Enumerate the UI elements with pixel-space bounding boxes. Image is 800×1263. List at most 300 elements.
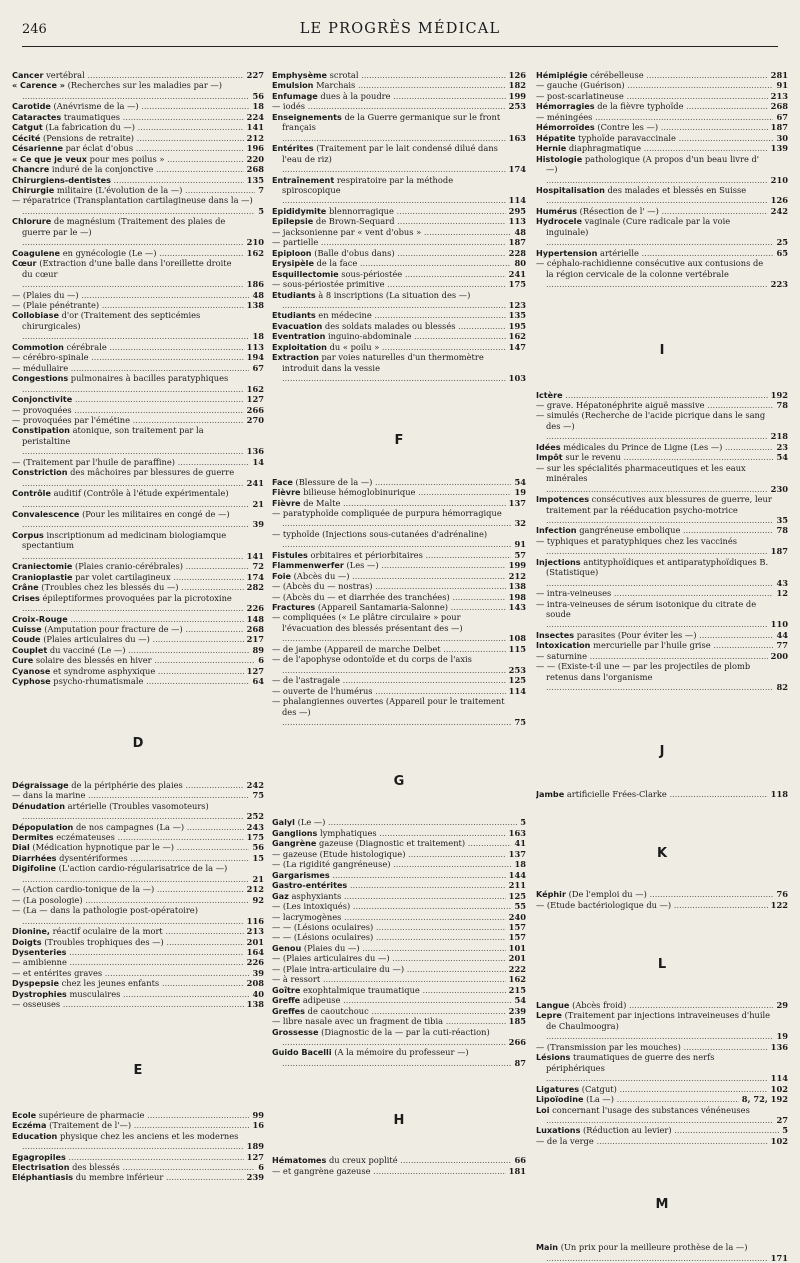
- index-entry: [12, 853, 264, 863]
- index-entry: [536, 1242, 788, 1263]
- entry-text: [272, 550, 511, 560]
- entry-page: 215: [508, 984, 526, 995]
- entry-text: [12, 70, 244, 80]
- entry-text: [12, 895, 249, 905]
- entry-headword: Chancre: [12, 164, 50, 175]
- entry-subject: — post-scarlatineuse: [536, 90, 624, 101]
- index-entry: [272, 912, 526, 922]
- index-entry: [272, 571, 526, 581]
- index-entry: [12, 258, 264, 289]
- entry-subject: chez les jeunes enfants: [61, 978, 160, 989]
- entry-text: [12, 780, 244, 790]
- entry-subject: pathologique (A propos d'un beau livre d' —): [546, 153, 760, 175]
- entry-subject: — provoquées: [12, 404, 72, 415]
- index-entry: [12, 926, 264, 936]
- entry-text: [536, 206, 768, 216]
- entry-page: 126: [508, 70, 526, 80]
- index-entry: [12, 363, 264, 373]
- index-entry: [536, 1000, 788, 1010]
- entry-page: 268: [770, 101, 788, 112]
- entry-subject: en gynécologie (Le —): [62, 247, 157, 258]
- entry-text: [272, 80, 506, 90]
- entry-subject: — typhoïde (Injections sous-cutanées d'adrénaline): [272, 528, 488, 539]
- entry-text: [12, 790, 249, 800]
- entry-headword: Cataractes: [12, 111, 62, 122]
- index-entry: [536, 154, 788, 185]
- entry-headword: Entérites: [272, 143, 314, 154]
- index-entry: [536, 525, 788, 535]
- entry-page: 21: [252, 498, 264, 509]
- index-entry: [272, 258, 526, 268]
- entry-page: 198: [508, 591, 526, 602]
- entry-page: 252: [246, 811, 264, 822]
- index-entry: [12, 1120, 264, 1130]
- index-entry: [272, 331, 526, 341]
- entry-headword: Gaz: [272, 890, 289, 901]
- entry-text: [536, 1084, 768, 1094]
- section-letter: L: [657, 957, 667, 973]
- entry-page: 27: [776, 1115, 788, 1125]
- index-entry: [12, 1131, 264, 1152]
- entry-text: [12, 258, 244, 289]
- index-entry: [272, 80, 526, 90]
- entry-text: [536, 154, 768, 185]
- entry-headword: Goître: [272, 984, 301, 995]
- entry-page: 65: [776, 247, 788, 258]
- entry-text: [536, 630, 773, 640]
- entry-page: 6: [258, 1161, 264, 1172]
- entry-page: 181: [508, 1165, 526, 1176]
- entry-page: 91: [776, 80, 788, 91]
- index-column-3: [536, 70, 788, 1263]
- entry-subject: — intra-veineuses: [536, 588, 612, 599]
- index-entry: [12, 290, 264, 300]
- entry-headword: Hémorragies: [536, 101, 595, 112]
- entry-text: [272, 91, 506, 101]
- entry-text: [536, 900, 768, 910]
- index-entry: [272, 964, 526, 974]
- index-entry: [272, 880, 526, 890]
- entry-subject: inguino-abdominale: [328, 331, 412, 342]
- entry-page: 242: [246, 779, 264, 790]
- entry-page: 201: [508, 953, 526, 964]
- entry-text: [536, 410, 768, 441]
- entry-text: [272, 1166, 506, 1176]
- entry-page: 253: [508, 101, 526, 112]
- entry-subject: (La —): [586, 1094, 614, 1105]
- entry-subject: de la face: [316, 258, 358, 269]
- entry-text: [272, 290, 506, 311]
- index-entry: [12, 310, 264, 341]
- index-entry: [12, 70, 264, 80]
- index-entry: [272, 870, 526, 880]
- entry-headword: Egagropiles: [12, 1151, 66, 1162]
- entry-headword: Extraction: [272, 352, 319, 363]
- entry-headword: Contrôle: [12, 488, 51, 499]
- entry-subject: (Balle d'obus dans): [314, 247, 395, 258]
- entry-subject: (La fabrication du —): [45, 122, 136, 133]
- entry-headword: Genou: [272, 942, 302, 953]
- entry-subject: (Traitement par le lait condensé dilué dans l'eau de riz): [282, 143, 498, 164]
- index-entry: [536, 452, 788, 462]
- entry-text: [12, 373, 244, 394]
- entry-headword: Impotences: [536, 494, 590, 505]
- index-entry: [12, 593, 264, 614]
- entry-subject: par éclat d'obus: [65, 143, 134, 154]
- index-entry: [536, 112, 788, 122]
- entry-headword: Hémiplégie: [536, 70, 588, 80]
- entry-page: 39: [252, 519, 264, 530]
- index-entry: [12, 101, 264, 111]
- entry-subject: — — (Existe-t-il une — par les projectiles de plomb retenus dans l'organisme: [536, 661, 751, 682]
- entry-headword: Convalescence: [12, 509, 80, 520]
- entry-subject: inscriptionum ad medicinam biologiamque spectantium: [22, 529, 227, 551]
- index-entry: [12, 112, 264, 122]
- entry-text: [12, 999, 244, 1009]
- entry-page: 266: [508, 1036, 526, 1047]
- entry-headword: Lipoïodine: [536, 1094, 584, 1105]
- index-entry: [12, 666, 264, 676]
- entry-page: 25: [776, 237, 788, 248]
- entry-subject: du « poilu »: [329, 341, 380, 352]
- entry-page: 92: [252, 894, 264, 905]
- entry-subject: — de la verge: [536, 1135, 594, 1146]
- entry-headword: Croix-Rouge: [12, 613, 68, 624]
- index-column-1: [12, 70, 264, 1183]
- entry-text: [536, 463, 768, 494]
- entry-headword: Césarienne: [12, 143, 63, 154]
- entry-headword: Cuisse: [12, 624, 42, 635]
- entry-page: 5: [258, 205, 264, 216]
- entry-page: 230: [770, 483, 788, 494]
- entry-text: [272, 143, 506, 174]
- entry-page: 32: [514, 518, 526, 529]
- entry-headword: Epilepsie: [272, 216, 314, 227]
- entry-subject: et syndrome asphyxique: [52, 665, 156, 676]
- entry-subject: (Les —): [346, 560, 379, 571]
- entry-page: 118: [770, 788, 788, 799]
- entry-subject: (L'action cardio-régularisatrice de la —): [58, 863, 228, 874]
- entry-page: 75: [252, 790, 264, 801]
- index-entry: [536, 900, 788, 910]
- entry-subject: — et entérites graves: [12, 967, 103, 978]
- entry-text: [272, 964, 506, 974]
- entry-page: 101: [508, 942, 526, 953]
- entry-text: [12, 978, 244, 988]
- entry-page: 270: [246, 414, 264, 425]
- entry-page: 174: [508, 164, 526, 175]
- entry-page: 187: [770, 122, 788, 133]
- entry-headword: Ecole: [12, 1109, 37, 1120]
- entry-subject: de la périphérie des plaies: [71, 779, 183, 790]
- entry-text: [272, 352, 506, 383]
- section-letter: H: [393, 1113, 405, 1129]
- index-entry: [12, 822, 264, 832]
- entry-headword: Cyphose: [12, 676, 51, 687]
- entry-subject: blennorragique: [328, 205, 394, 216]
- entry-page: 227: [246, 70, 264, 80]
- entry-text: [12, 832, 244, 842]
- entry-text: [12, 195, 255, 216]
- entry-text: [536, 452, 773, 462]
- entry-subject: — cérébro-spinale: [12, 352, 89, 363]
- index-entry: [536, 1125, 788, 1135]
- entry-page: 141: [246, 550, 264, 561]
- entry-subject: dues à la poudre: [320, 90, 391, 101]
- entry-text: [536, 248, 773, 258]
- index-entry: [12, 884, 264, 894]
- entry-text: [12, 905, 244, 926]
- index-entry: [536, 630, 788, 640]
- index-entry: [12, 947, 264, 957]
- entry-headword: Cécité: [12, 132, 41, 143]
- entry-subject: (Pensions de retraite): [43, 132, 134, 143]
- index-entry: [272, 477, 526, 487]
- entry-text: [536, 390, 768, 400]
- entry-text: [536, 442, 773, 452]
- index-entry: [272, 859, 526, 869]
- index-entry: [536, 410, 788, 441]
- entry-text: [536, 588, 773, 598]
- entry-text: [12, 582, 244, 592]
- entry-page: 114: [508, 195, 526, 206]
- entry-subject: — — (Lésions oculaires): [272, 932, 374, 943]
- entry-headword: Constipation: [12, 425, 70, 436]
- entry-subject: médicales du Prince de Ligne (Les —): [563, 441, 723, 452]
- entry-page: 78: [776, 399, 788, 410]
- index-entry: [536, 536, 788, 557]
- entry-page: 157: [508, 922, 526, 932]
- entry-text: [272, 654, 506, 675]
- entry-text: [12, 509, 249, 530]
- index-entry: [272, 985, 526, 995]
- index-entry: [536, 651, 788, 661]
- entry-headword: Esquillectomie: [272, 268, 339, 279]
- entry-subject: par volet cartilagineux: [75, 571, 171, 582]
- entry-headword: Chirurgiens-dentistes: [12, 174, 111, 185]
- entry-text: [12, 822, 244, 832]
- entry-text: [536, 122, 768, 132]
- index-entry: [12, 195, 264, 216]
- entry-subject: (Abcès froid): [572, 1000, 627, 1011]
- entry-headword: Fièvre: [272, 497, 301, 508]
- entry-text: [272, 932, 506, 942]
- entry-page: 148: [246, 613, 264, 624]
- entry-text: [536, 640, 773, 650]
- index-entry: [272, 675, 526, 685]
- entry-text: [272, 1027, 506, 1048]
- entry-text: [12, 937, 244, 947]
- entry-page: 48: [252, 289, 264, 300]
- entry-page: 217: [246, 634, 264, 645]
- entry-text: [536, 536, 768, 557]
- entry-headword: Dépopulation: [12, 821, 74, 832]
- entry-page: 208: [246, 978, 264, 989]
- entry-page: 114: [508, 685, 526, 696]
- entry-subject: — sous-périostée primitive: [272, 279, 385, 290]
- entry-page: 163: [508, 132, 526, 143]
- entry-page: 56: [252, 842, 264, 853]
- entry-subject: — lacrymogènes: [272, 911, 342, 922]
- index-entry: [272, 592, 526, 602]
- entry-subject: diaphragmatique: [568, 143, 642, 154]
- entry-page: 136: [246, 446, 264, 457]
- entry-page: 226: [246, 957, 264, 968]
- entry-headword: Education: [12, 1130, 58, 1141]
- entry-text: [536, 216, 773, 247]
- entry-text: [12, 488, 249, 509]
- entry-subject: à 8 inscriptions (La situation des —): [318, 289, 471, 300]
- entry-subject: — typhiques et paratyphiques chez les vaccinés: [536, 535, 738, 546]
- section-letter: F: [394, 432, 404, 448]
- entry-headword: Coagulene: [12, 247, 61, 258]
- index-entry: [536, 557, 788, 588]
- index-entry: [12, 154, 264, 164]
- entry-subject: (Réduction au levier): [583, 1125, 672, 1136]
- entry-subject: — réparatrice (Transplantation cartilagineuse dans la —): [12, 195, 253, 206]
- index-entry: [536, 1084, 788, 1094]
- entry-subject: — sur les spécialités pharmaceutiques et les eaux minérales: [536, 462, 746, 484]
- index-entry: [12, 572, 264, 582]
- entry-text: [536, 1136, 768, 1146]
- entry-page: 43: [776, 577, 788, 588]
- entry-subject: — méningées: [536, 111, 593, 122]
- entry-text: [12, 143, 244, 153]
- index-entry: [272, 498, 526, 508]
- section-letter: K: [656, 846, 668, 862]
- entry-page: 220: [246, 153, 264, 164]
- index-entry: [272, 560, 526, 570]
- entry-text: [272, 258, 511, 268]
- entry-page: 218: [770, 431, 788, 442]
- entry-subject: — (Plaie intra-articulaire du —): [272, 963, 405, 974]
- entry-headword: Intoxication: [536, 640, 591, 651]
- entry-page: 212: [508, 570, 526, 581]
- entry-subject: vaginale (Cure radicale par la voie inguinale): [546, 216, 731, 237]
- index-entry: [12, 832, 264, 842]
- index-entry: [536, 1094, 788, 1104]
- index-entry: [272, 290, 526, 311]
- entry-text: [536, 400, 773, 410]
- entry-text: [272, 508, 511, 529]
- index-entry: [272, 696, 526, 727]
- section-letter: I: [659, 342, 665, 358]
- entry-page: 241: [246, 477, 264, 488]
- index-entry: [12, 457, 264, 467]
- entry-page: 113: [508, 216, 526, 227]
- entry-subject: — (Transmission par les mouches): [536, 1041, 681, 1052]
- entry-subject: atonique, son traitement par la peristaltine: [22, 425, 204, 446]
- entry-text: [272, 216, 506, 226]
- entry-headword: Etudiants: [272, 289, 316, 300]
- entry-headword: Luxations: [536, 1125, 581, 1136]
- entry-subject: — céphalo-rachidienne consécutive aux contusions de la région cervicale de la colonne vertébrale: [536, 258, 764, 279]
- entry-subject: — (La rigidité gangréneuse): [272, 859, 391, 870]
- entry-page: 14: [252, 456, 264, 467]
- entry-page: 23: [776, 441, 788, 452]
- entry-headword: « Ce que je veux: [12, 153, 87, 164]
- entry-subject: (Troubles chez les blessés du —): [41, 582, 179, 593]
- entry-text: [272, 321, 506, 331]
- entry-text: [536, 133, 773, 143]
- entry-text: [12, 1110, 249, 1120]
- index-entry: [272, 602, 526, 612]
- entry-page: 108: [508, 633, 526, 644]
- entry-text: [12, 676, 249, 686]
- index-entry: [12, 676, 264, 686]
- entry-subject: gangréneuse embolique: [579, 525, 681, 536]
- entry-text: [536, 101, 768, 111]
- index-entry: [272, 508, 526, 529]
- entry-page: 102: [770, 1135, 788, 1146]
- entry-page: 5: [520, 817, 526, 828]
- index-entry: [536, 101, 788, 111]
- index-entry: [272, 612, 526, 643]
- index-entry: [536, 1105, 788, 1126]
- entry-subject: — et gangrène gazeuse: [272, 1165, 371, 1176]
- entry-page: 18: [252, 331, 264, 342]
- journal-title: LE PROGRÈS MÉDICAL: [299, 21, 501, 37]
- entry-headword: Hématomes: [272, 1155, 327, 1166]
- index-entry: [272, 550, 526, 560]
- entry-page: 201: [246, 936, 264, 947]
- entry-subject: auditif (Contrôle à l'étude expérimentale): [53, 488, 229, 499]
- entry-page: 114: [770, 1073, 788, 1084]
- entry-subject: vertébral: [46, 70, 85, 80]
- entry-text: [272, 581, 506, 591]
- index-entry: [272, 206, 526, 216]
- entry-page: 116: [246, 915, 264, 926]
- entry-text: [272, 870, 506, 880]
- entry-page: 137: [508, 497, 526, 508]
- entry-subject: — à ressort: [272, 974, 321, 985]
- entry-page: 89: [252, 644, 264, 655]
- entry-subject: d'or (Traitement des septicémies chirurgicales): [22, 310, 201, 331]
- entry-text: [272, 1006, 506, 1016]
- index-entry: [12, 185, 264, 195]
- entry-page: 192: [770, 389, 788, 400]
- entry-headword: Face: [272, 476, 293, 487]
- index-entry: [272, 227, 526, 237]
- entry-page: 135: [508, 310, 526, 321]
- entry-text: [272, 943, 506, 953]
- entry-page: 185: [508, 1016, 526, 1027]
- entry-subject: artérielle: [600, 247, 639, 258]
- entry-page: 162: [508, 331, 526, 342]
- entry-headword: Fractures: [272, 602, 316, 613]
- entry-subject: (Troubles trophiques des —): [44, 936, 164, 947]
- entry-page: 228: [508, 247, 526, 258]
- entry-page: 138: [246, 999, 264, 1010]
- entry-subject: lymphatiques: [320, 827, 377, 838]
- entry-page: 199: [508, 560, 526, 571]
- section-letter: E: [133, 1062, 143, 1078]
- entry-text: [536, 185, 768, 206]
- index-entry: [12, 405, 264, 415]
- entry-subject: de magnésium (Traitement des plaies de guerre par le —): [22, 216, 226, 237]
- entry-subject: typhoïde paravaccinale: [578, 132, 676, 143]
- entry-headword: Corpus: [12, 529, 44, 540]
- index-entry: [12, 790, 264, 800]
- entry-text: [12, 1162, 255, 1172]
- entry-page: 135: [246, 174, 264, 185]
- entry-headword: Eventration: [272, 331, 326, 342]
- entry-text: [536, 1242, 768, 1263]
- entry-text: [536, 661, 773, 692]
- entry-subject: — simulés (Recherche de l'acide picrique dans le sang des —): [536, 410, 766, 431]
- index-entry: [536, 640, 788, 650]
- entry-headword: Cœur: [12, 258, 37, 269]
